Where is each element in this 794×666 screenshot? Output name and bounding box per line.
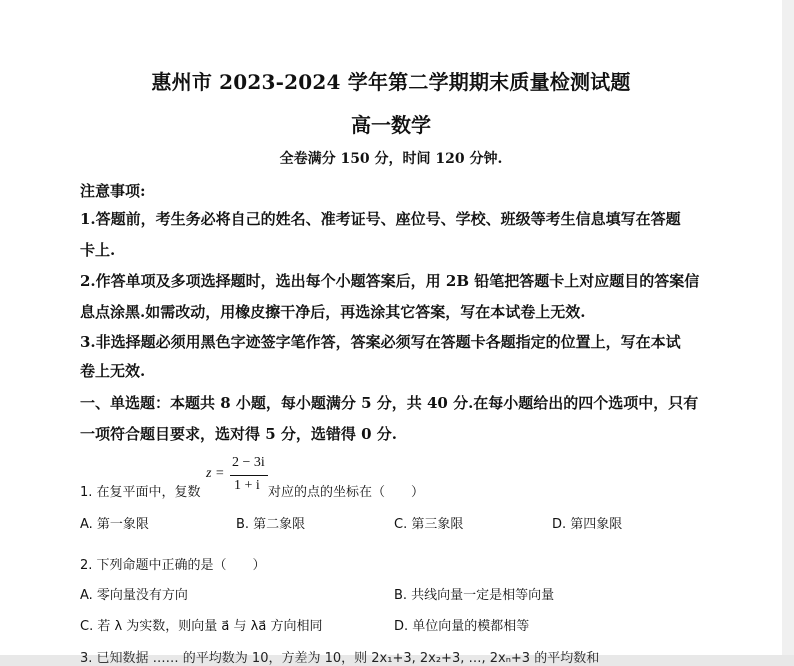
notice-item-3-line-1: 3.非选择题必须用黑色字迹签字笔作答，答案必须写在答题卡各题指定的位置上，写在本试 [80, 333, 681, 351]
formula-z: z = [206, 466, 225, 481]
exam-meta: 全卷满分 150 分，时间 120 分钟. [279, 151, 503, 167]
formula-numerator: 2 − 3i [232, 455, 265, 470]
formula-denominator: 1 + i [234, 478, 260, 493]
notice-item-3-line-2: 卷上无效. [80, 362, 146, 380]
question-1-option-c: C. 第三象限 [394, 517, 464, 532]
question-2-option-c: C. 若 λ 为实数，则向量 a⃗ 与 λa⃗ 方向相同 [80, 619, 323, 634]
notice-item-2-line-1: 2.作答单项及多项选择题时，选出每个小题答案后，用 2B 铅笔把答题卡上对应题目的答案信 [80, 272, 700, 290]
question-2-option-d: D. 单位向量的模都相等 [394, 619, 530, 634]
question-2-option-a: A. 零向量没有方向 [80, 588, 188, 603]
question-2-stem: 2. 下列命题中正确的是（ ） [80, 558, 266, 573]
question-1-option-d: D. 第四象限 [552, 517, 623, 532]
vertical-scrollbar[interactable] [782, 0, 794, 655]
exam-title: 惠州市 2023-2024 学年第二学期期末质量检测试题 [151, 70, 631, 94]
question-3-partial: 3. 已知数据 …… 的平均数为 10，方差为 10，则 2x₁+3, 2x₂+3, …, 2xₙ+3 的平均数和 [80, 651, 600, 666]
question-1-suffix: 对应的点的坐标在（ ） [268, 485, 425, 500]
exam-subject: 高一数学 [351, 113, 431, 137]
fraction-bar [230, 475, 268, 476]
notice-heading: 注意事项: [80, 182, 146, 200]
notice-item-1-line-1: 1.答题前，考生务必将自己的姓名、准考证号、座位号、学校、班级等考生信息填写在答题 [80, 210, 681, 228]
notice-item-1-line-2: 卡上. [80, 241, 116, 259]
section-1-heading-line-2: 一项符合题目要求，选对得 5 分，选错得 0 分. [80, 425, 397, 443]
section-1-heading-line-1: 一、单选题：本题共 8 小题，每小题满分 5 分，共 40 分.在每小题给出的四个选项中，只有 [80, 394, 699, 412]
notice-item-2-line-2: 息点涂黑.如需改动，用橡皮擦干净后，再选涂其它答案，写在本试卷上无效. [80, 303, 586, 321]
question-2-option-b: B. 共线向量一定是相等向量 [394, 588, 555, 603]
question-1-prefix: 1. 在复平面中，复数 [80, 485, 201, 500]
question-1-option-a: A. 第一象限 [80, 517, 149, 532]
question-1-option-b: B. 第二象限 [236, 517, 306, 532]
